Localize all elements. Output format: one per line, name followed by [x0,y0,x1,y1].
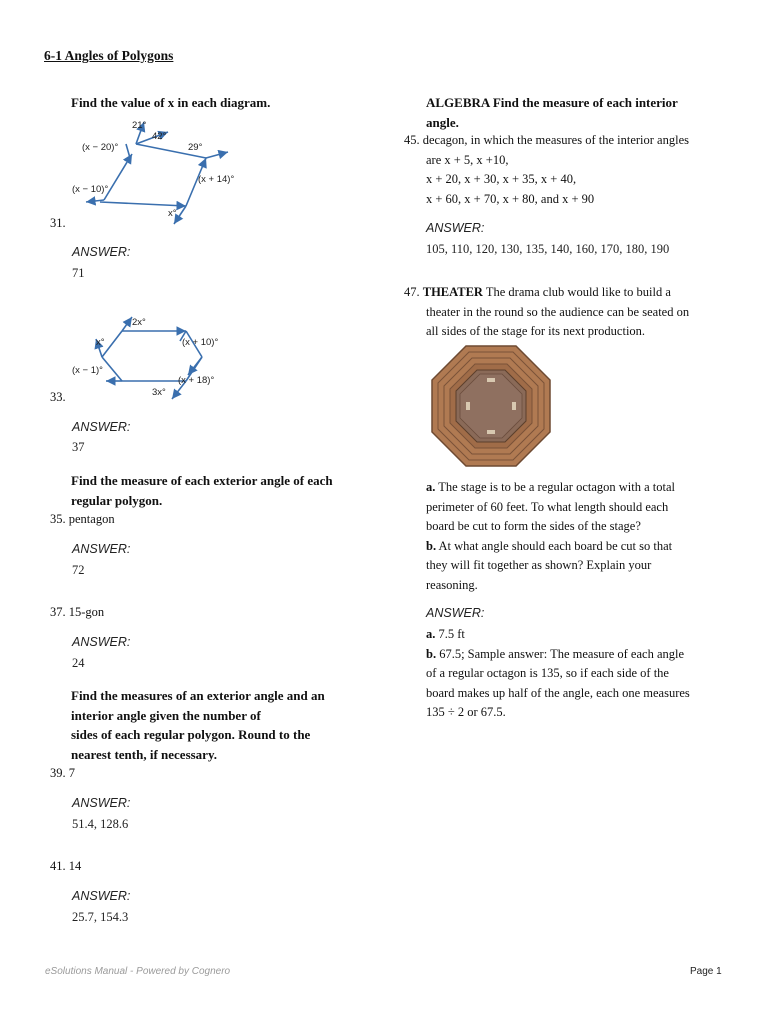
problem-31-answer-label: ANSWER: [72,245,131,259]
instruction-line-3: sides of each regular polygon. Round to the [71,727,311,742]
instruction-exterior-interior [71,686,381,764]
problem-45-answer: 105, 110, 120, 130, 135, 140, 160, 170, 180, 190 [426,242,670,256]
problem-31-number: 31. [50,216,66,230]
svg-text:(x + 18)°: (x + 18)° [178,375,215,386]
svg-text:3x°: 3x° [152,387,166,398]
footer-page-number: Page 1 [690,966,722,977]
problem-47-answer-label: ANSWER: [426,606,485,620]
instruction-find-x [71,93,270,113]
problem-39-answer: 51.4, 128.6 [72,817,129,831]
part-b-line-1: At what angle should each board be cut so that [436,538,673,553]
problem-41-number: 41. [50,859,66,873]
problem-41 [50,857,81,877]
answer-a: 7.5 ft [435,627,465,641]
svg-text:21°: 21° [132,120,147,131]
problem-31-answer: 71 [72,266,85,280]
answer-b-line-2: of a regular octagon is 135, so if each side of the [426,666,669,680]
problem-39-answer-label: ANSWER: [72,796,131,810]
problem-47-number: 47. [404,285,420,299]
problem-47-line-1: The drama club would like to build a [482,285,671,299]
problem-47-line-2: theater in the round so the audience can be seated on [426,304,690,319]
page-title: 6-1 Angles of Polygons [44,48,174,63]
problem-47-parts [426,478,736,595]
diagram-33-polygon [66,311,236,403]
problem-41-text: 14 [68,859,82,873]
problem-47-answer [426,625,736,723]
problem-35-text: pentagon [68,512,115,526]
diagram-31-polygon [66,112,256,230]
problem-45-number: 45. [404,133,420,147]
svg-text:(x − 10)°: (x − 10)° [72,184,109,195]
instruction-algebra-line-2: angle. [426,114,459,130]
svg-text:x°: x° [168,208,177,219]
answer-a-label: a. [426,627,436,641]
problem-35-number: 35. [50,512,66,526]
part-a-line-1: The stage is to be a regular octagon with a total [435,480,675,494]
problem-37-text: 15-gon [68,605,105,619]
instruction-algebra-line-1: ALGEBRA Find the measure of each interior [426,95,678,110]
svg-text:29°: 29° [188,142,203,153]
instruction-line-1: Find the measures of an exterior angle and an [71,688,325,703]
answer-b-line-3: board makes up half of the angle, each one measures [426,685,690,700]
problem-33-answer-label: ANSWER: [72,420,131,434]
problem-47 [404,283,734,342]
svg-text:2x°: 2x° [132,317,146,328]
problem-37-answer-label: ANSWER: [72,635,131,649]
answer-b-label: b. [426,646,437,661]
instruction-algebra [426,93,726,132]
problem-41-answer-label: ANSWER: [72,889,131,903]
instruction-exterior-angle: Find the measure of each exterior angle of each regular polygon. [71,473,333,508]
part-a-label: a. [426,480,436,494]
problem-37 [50,603,104,623]
answer-b-line-4: 135 ÷ 2 or 67.5. [426,705,506,719]
svg-text:(x + 10)°: (x + 10)° [182,337,219,348]
part-b-line-3: reasoning. [426,577,478,592]
part-b-label: b. [426,538,437,553]
instruction-line-2: interior angle given the number of [71,707,261,723]
svg-text:x°: x° [96,337,105,348]
footer-publisher: eSolutions Manual - Powered by Cognero [45,966,231,977]
problem-45 [404,131,734,209]
problem-37-answer: 24 [72,656,85,670]
problem-33-answer: 37 [72,440,85,454]
problem-37-number: 37. [50,605,66,619]
svg-text:(x + 14)°: (x + 14)° [198,174,235,185]
instruction-find-x-text: Find the value of x in each diagram. [71,95,271,110]
problem-39 [50,764,75,784]
problem-45-line-2: are x + 5, x +10, [426,152,509,167]
problem-47-heading: THEATER [422,285,483,299]
problem-39-text: 7 [68,766,75,780]
svg-text:(x − 20)°: (x − 20)° [82,142,119,153]
part-b-line-2: they will fit together as shown? Explain your [426,558,652,572]
problem-35-answer: 72 [72,563,85,577]
answer-b-line-1: 67.5; Sample answer: The measure of each angle [436,646,685,661]
instruction-line-4: nearest tenth, if necessary. [71,746,217,762]
problem-47-line-3: all sides of the stage for its next production. [426,324,646,338]
problem-45-line-1: decagon, in which the measures of the interior angles [422,133,689,147]
part-a-line-2: perimeter of 60 feet. To what length should each [426,499,669,514]
svg-text:42°: 42° [152,131,167,142]
problem-45-line-3: x + 20, x + 30, x + 35, x + 40, [426,172,577,186]
problem-35 [50,510,115,530]
problem-45-line-4: x + 60, x + 70, x + 80, and x + 90 [426,191,595,206]
problem-33-number: 33. [50,390,66,404]
problem-45-answer-label: ANSWER: [426,221,485,235]
svg-text:(x − 1)°: (x − 1)° [72,365,103,376]
octagon-stage-image [430,344,552,468]
problem-35-answer-label: ANSWER: [72,542,131,556]
problem-39-number: 39. [50,766,66,780]
part-a-line-3: board be cut to form the sides of the stage? [426,519,641,533]
problem-41-answer: 25.7, 154.3 [72,910,129,924]
